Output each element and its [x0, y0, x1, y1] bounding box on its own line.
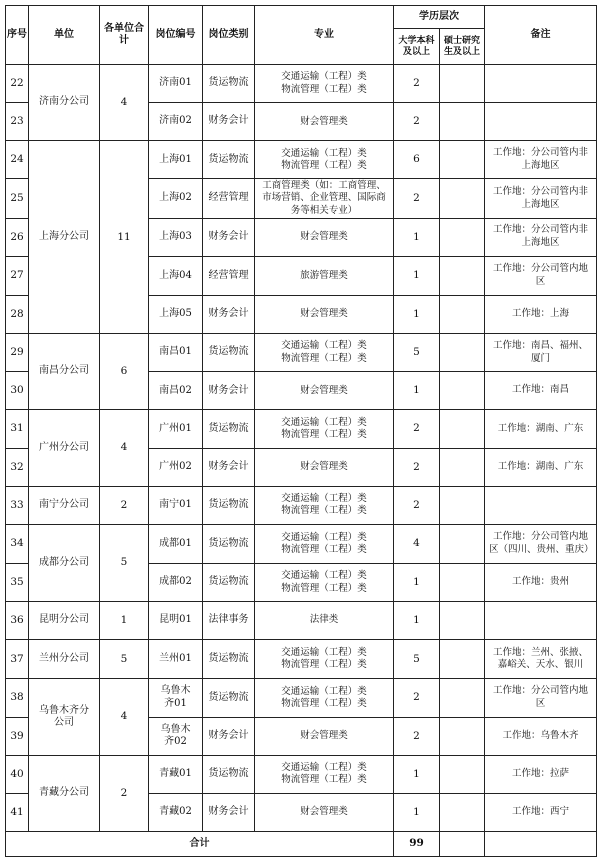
note-cell [485, 65, 597, 103]
master-count-cell [440, 640, 485, 679]
unit-cell: 青藏分公司 [29, 755, 100, 831]
table-row [6, 486, 597, 524]
table-row [6, 640, 597, 679]
master-count-cell [440, 65, 485, 103]
unit-cell: 乌鲁木齐分公司 [29, 679, 100, 755]
master-count-cell [440, 410, 485, 448]
table-header [6, 6, 597, 65]
unit-cell: 上海分公司 [29, 141, 100, 334]
post-type-cell: 货运物流 [203, 65, 255, 103]
major-cell: 交通运输（工程）类 物流管理（工程）类 [255, 334, 394, 372]
post-type-cell: 货运物流 [203, 563, 255, 601]
major-cell: 财会管理类 [255, 372, 394, 410]
major-cell: 交通运输（工程）类 物流管理（工程）类 [255, 563, 394, 601]
header-post-type: 岗位类别 [203, 6, 255, 65]
bachelor-count-cell: 1 [394, 602, 440, 640]
post-code-cell: 青藏02 [149, 793, 203, 831]
total-note-cell [485, 832, 597, 857]
master-count-cell [440, 334, 485, 372]
major-cell: 财会管理类 [255, 717, 394, 755]
master-count-cell [440, 103, 485, 141]
seq-cell: 33 [6, 486, 29, 524]
header-unit: 单位 [29, 6, 100, 65]
seq-cell: 28 [6, 295, 29, 333]
major-cell: 法律类 [255, 602, 394, 640]
header-bachelor: 大学本科及以上 [394, 29, 440, 65]
seq-cell: 22 [6, 65, 29, 103]
total-master-cell [440, 832, 485, 857]
post-code-cell: 南昌01 [149, 334, 203, 372]
seq-cell: 24 [6, 141, 29, 179]
post-type-cell: 货运物流 [203, 410, 255, 448]
unit-total-cell: 4 [100, 679, 149, 755]
post-type-cell: 货运物流 [203, 334, 255, 372]
bachelor-count-cell: 6 [394, 141, 440, 179]
seq-cell: 27 [6, 256, 29, 295]
header-unit-total: 各单位合计 [100, 6, 149, 65]
post-code-cell: 青藏01 [149, 755, 203, 793]
seq-cell: 34 [6, 524, 29, 563]
seq-cell: 35 [6, 563, 29, 601]
post-type-cell: 货运物流 [203, 640, 255, 679]
seq-cell: 31 [6, 410, 29, 448]
note-cell [485, 103, 597, 141]
seq-cell: 37 [6, 640, 29, 679]
master-count-cell [440, 717, 485, 755]
master-count-cell [440, 448, 485, 486]
post-type-cell: 货运物流 [203, 679, 255, 717]
bachelor-count-cell: 5 [394, 640, 440, 679]
total-row [6, 832, 597, 857]
post-code-cell: 成都01 [149, 524, 203, 563]
header-post-code: 岗位编号 [149, 6, 203, 65]
note-cell: 工作地：南昌 [485, 372, 597, 410]
bachelor-count-cell: 2 [394, 179, 440, 218]
master-count-cell [440, 372, 485, 410]
post-code-cell: 成都02 [149, 563, 203, 601]
table-row [6, 602, 597, 640]
unit-total-cell: 4 [100, 65, 149, 141]
unit-total-cell: 5 [100, 640, 149, 679]
unit-total-cell: 4 [100, 410, 149, 486]
major-cell: 交通运输（工程）类 物流管理（工程）类 [255, 755, 394, 793]
header-note: 备注 [485, 6, 597, 65]
unit-total-cell: 11 [100, 141, 149, 334]
table-row [6, 334, 597, 372]
post-type-cell: 财务会计 [203, 448, 255, 486]
bachelor-count-cell: 1 [394, 372, 440, 410]
note-cell [485, 486, 597, 524]
unit-cell: 兰州分公司 [29, 640, 100, 679]
note-cell: 工作地：南昌、福州、厦门 [485, 334, 597, 372]
seq-cell: 23 [6, 103, 29, 141]
major-cell: 财会管理类 [255, 103, 394, 141]
master-count-cell [440, 141, 485, 179]
post-code-cell: 上海04 [149, 256, 203, 295]
bachelor-count-cell: 2 [394, 65, 440, 103]
major-cell: 财会管理类 [255, 218, 394, 256]
master-count-cell [440, 295, 485, 333]
unit-total-cell: 2 [100, 486, 149, 524]
seq-cell: 26 [6, 218, 29, 256]
post-type-cell: 财务会计 [203, 103, 255, 141]
unit-cell: 昆明分公司 [29, 602, 100, 640]
post-type-cell: 货运物流 [203, 141, 255, 179]
table-row [6, 755, 597, 793]
seq-cell: 36 [6, 602, 29, 640]
total-value: 99 [394, 832, 440, 857]
unit-cell: 成都分公司 [29, 524, 100, 601]
bachelor-count-cell: 4 [394, 524, 440, 563]
post-code-cell: 昆明01 [149, 602, 203, 640]
bachelor-count-cell: 2 [394, 448, 440, 486]
major-cell: 交通运输（工程）类 物流管理（工程）类 [255, 486, 394, 524]
bachelor-count-cell: 2 [394, 486, 440, 524]
post-type-cell: 财务会计 [203, 372, 255, 410]
post-type-cell: 财务会计 [203, 793, 255, 831]
post-code-cell: 上海03 [149, 218, 203, 256]
major-cell: 交通运输（工程）类 物流管理（工程）类 [255, 524, 394, 563]
post-type-cell: 货运物流 [203, 486, 255, 524]
major-cell: 财会管理类 [255, 295, 394, 333]
major-cell: 交通运输（工程）类 物流管理（工程）类 [255, 65, 394, 103]
unit-cell: 南昌分公司 [29, 334, 100, 410]
bachelor-count-cell: 2 [394, 410, 440, 448]
table-row [6, 410, 597, 448]
note-cell: 工作地：分公司管内非上海地区 [485, 218, 597, 256]
major-cell: 交通运输（工程）类 物流管理（工程）类 [255, 679, 394, 717]
bachelor-count-cell: 1 [394, 256, 440, 295]
bachelor-count-cell: 2 [394, 717, 440, 755]
post-code-cell: 乌鲁木齐02 [149, 717, 203, 755]
bachelor-count-cell: 1 [394, 295, 440, 333]
unit-total-cell: 5 [100, 524, 149, 601]
post-code-cell: 上海01 [149, 141, 203, 179]
note-cell: 工作地：兰州、张掖、嘉峪关、天水、银川 [485, 640, 597, 679]
post-type-cell: 经营管理 [203, 179, 255, 218]
master-count-cell [440, 563, 485, 601]
post-type-cell: 法律事务 [203, 602, 255, 640]
master-count-cell [440, 602, 485, 640]
post-type-cell: 财务会计 [203, 218, 255, 256]
note-cell: 工作地：分公司管内地区 [485, 256, 597, 295]
note-cell: 工作地：乌鲁木齐 [485, 717, 597, 755]
major-cell: 工商管理类（如：工商管理、市场营销、企业管理、国际商务等相关专业） [255, 179, 394, 218]
master-count-cell [440, 679, 485, 717]
note-cell: 工作地：上海 [485, 295, 597, 333]
note-cell [485, 602, 597, 640]
post-code-cell: 南宁01 [149, 486, 203, 524]
seq-cell: 39 [6, 717, 29, 755]
post-code-cell: 乌鲁木齐01 [149, 679, 203, 717]
seq-cell: 25 [6, 179, 29, 218]
table-row [6, 65, 597, 103]
unit-total-cell: 6 [100, 334, 149, 410]
major-cell: 旅游管理类 [255, 256, 394, 295]
bachelor-count-cell: 1 [394, 563, 440, 601]
header-major: 专业 [255, 6, 394, 65]
note-cell: 工作地：拉萨 [485, 755, 597, 793]
header-education: 学历层次 [394, 6, 485, 29]
post-type-cell: 经营管理 [203, 256, 255, 295]
master-count-cell [440, 755, 485, 793]
note-cell: 工作地：西宁 [485, 793, 597, 831]
table-row [6, 679, 597, 717]
post-code-cell: 上海05 [149, 295, 203, 333]
post-code-cell: 济南01 [149, 65, 203, 103]
master-count-cell [440, 179, 485, 218]
seq-cell: 30 [6, 372, 29, 410]
note-cell: 工作地：分公司管内地区 [485, 679, 597, 717]
seq-cell: 32 [6, 448, 29, 486]
header-seq: 序号 [6, 6, 29, 65]
major-cell: 交通运输（工程）类 物流管理（工程）类 [255, 640, 394, 679]
note-cell: 工作地：湖南、广东 [485, 448, 597, 486]
table-row [6, 524, 597, 563]
unit-total-cell: 1 [100, 602, 149, 640]
bachelor-count-cell: 1 [394, 793, 440, 831]
master-count-cell [440, 486, 485, 524]
post-code-cell: 广州01 [149, 410, 203, 448]
note-cell: 工作地：湖南、广东 [485, 410, 597, 448]
bachelor-count-cell: 1 [394, 218, 440, 256]
bachelor-count-cell: 2 [394, 679, 440, 717]
post-code-cell: 兰州01 [149, 640, 203, 679]
post-type-cell: 货运物流 [203, 755, 255, 793]
note-cell: 工作地：分公司管内非上海地区 [485, 179, 597, 218]
recruitment-table [5, 5, 597, 857]
major-cell: 交通运输（工程）类 物流管理（工程）类 [255, 410, 394, 448]
seq-cell: 29 [6, 334, 29, 372]
master-count-cell [440, 524, 485, 563]
post-code-cell: 上海02 [149, 179, 203, 218]
seq-cell: 38 [6, 679, 29, 717]
post-type-cell: 货运物流 [203, 524, 255, 563]
table-row [6, 141, 597, 179]
bachelor-count-cell: 2 [394, 103, 440, 141]
post-code-cell: 南昌02 [149, 372, 203, 410]
bachelor-count-cell: 5 [394, 334, 440, 372]
master-count-cell [440, 256, 485, 295]
major-cell: 财会管理类 [255, 448, 394, 486]
note-cell: 工作地：贵州 [485, 563, 597, 601]
post-type-cell: 财务会计 [203, 295, 255, 333]
post-code-cell: 济南02 [149, 103, 203, 141]
unit-cell: 济南分公司 [29, 65, 100, 141]
header-master: 硕士研究生及以上 [440, 29, 485, 65]
unit-total-cell: 2 [100, 755, 149, 831]
seq-cell: 40 [6, 755, 29, 793]
post-code-cell: 广州02 [149, 448, 203, 486]
unit-cell: 南宁分公司 [29, 486, 100, 524]
seq-cell: 41 [6, 793, 29, 831]
major-cell: 交通运输（工程）类 物流管理（工程）类 [255, 141, 394, 179]
note-cell: 工作地：分公司管内非上海地区 [485, 141, 597, 179]
note-cell: 工作地：分公司管内地区（四川、贵州、重庆） [485, 524, 597, 563]
master-count-cell [440, 218, 485, 256]
total-label: 合计 [6, 832, 394, 857]
major-cell: 财会管理类 [255, 793, 394, 831]
table-body [6, 65, 597, 832]
bachelor-count-cell: 1 [394, 755, 440, 793]
post-type-cell: 财务会计 [203, 717, 255, 755]
unit-cell: 广州分公司 [29, 410, 100, 486]
master-count-cell [440, 793, 485, 831]
